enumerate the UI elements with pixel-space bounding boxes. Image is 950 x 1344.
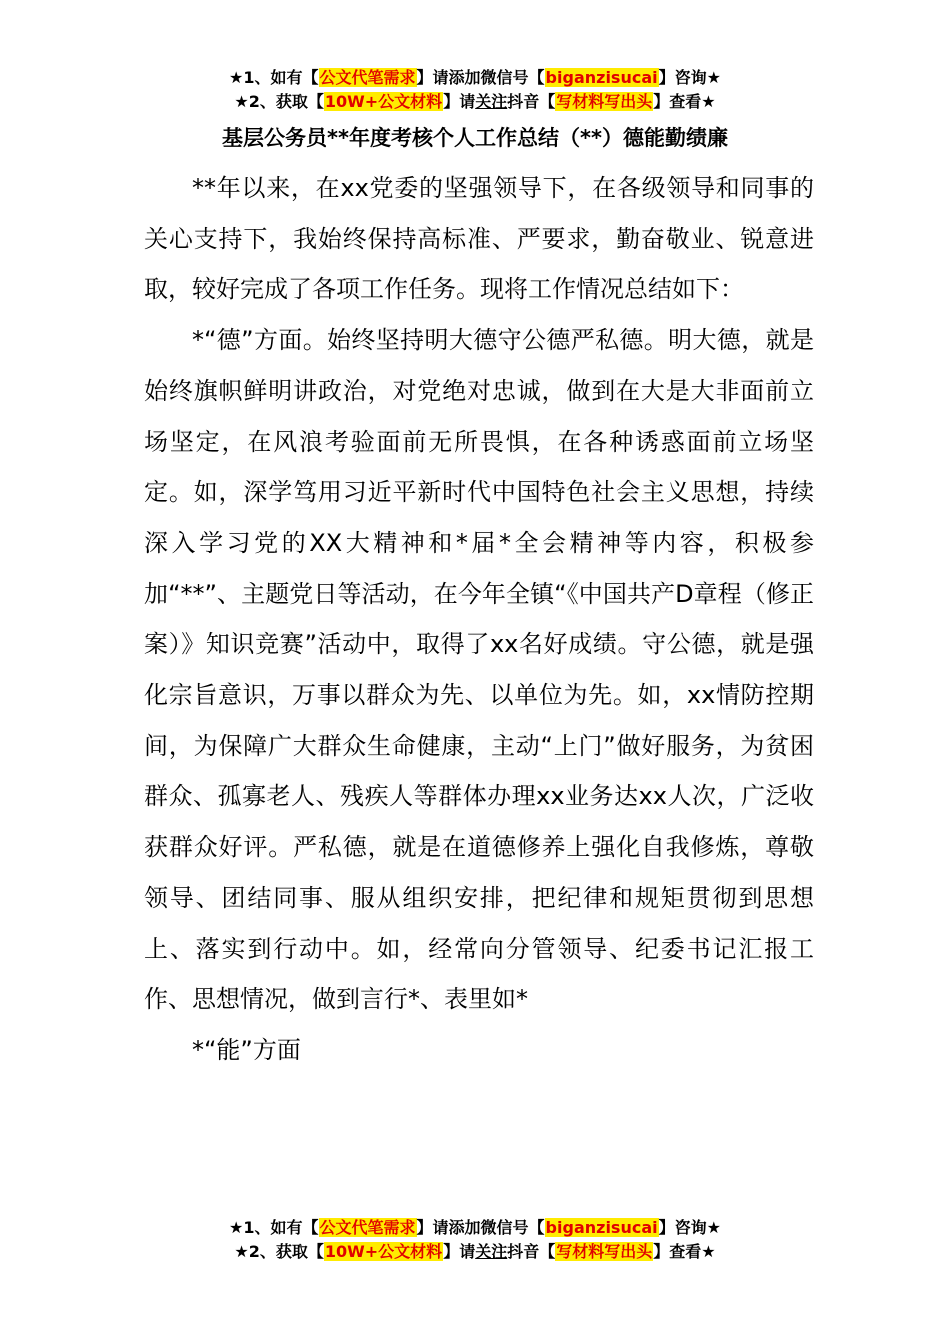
- document-body: [144, 163, 814, 1076]
- header-ad-banner: [0, 66, 950, 114]
- header-ad-line-1: ★1、如有【公文代笔需求】请添加微信号【biganzisucai】咨询★: [229, 68, 721, 87]
- header-highlight-materials: 10W+公文材料: [324, 92, 443, 111]
- paragraph-de-section: *“德”方面。始终坚持明大德守公德严私德。明大德，就是始终旗帜鲜明讲政治，对党绝对忠诚，做到在大是大非面前立场坚定，在风浪考验面前无所畏惧，在各种诱惑面前立场坚定。如，深学笃用习近平新时代中国特色社会主义思想，持续深入学习党的XX大精神和*届*全会精神等内容，积极参加“**”、主题党日等活动，在今年全镇“《中国共产D章程（修正案）》知识竞赛”活动中，取得了xx名好成绩。守公德，就是强化宗旨意识，万事以群众为先、以单位为先。如，xx情防控期间，为保障广大群众生命健康，主动“上门”做好服务，为贫困群众、孤寡老人、残疾人等群体办理xx业务达xx人次，广泛收获群众好评。严私德，就是在道德修养上强化自我修炼，尊敬领导、团结同事、服从组织安排，把纪律和规矩贯彻到思想上、落实到行动中。如，经常向分管领导、纪委书记汇报工作、思想情况，做到言行*、表里如*: [144, 326, 814, 1014]
- footer-ad-banner: [0, 1216, 950, 1264]
- footer-highlight-materials: 10W+公文材料: [324, 1242, 443, 1261]
- header-highlight-wechat-id: biganzisucai: [545, 68, 658, 87]
- footer-ad-line-1: ★1、如有【公文代笔需求】请添加微信号【biganzisucai】咨询★: [229, 1218, 721, 1237]
- footer-underlined-follow: 关注: [475, 1242, 508, 1261]
- paragraph-neng-heading: *“能”方面: [192, 1035, 301, 1064]
- footer-ad-line-2: ★2、获取【10W+公文材料】请关注抖音【写材料写出头】查看★: [234, 1242, 716, 1261]
- header-underlined-follow: 关注: [475, 92, 508, 111]
- footer-highlight-service: 公文代笔需求: [319, 1218, 416, 1237]
- header-highlight-service: 公文代笔需求: [319, 68, 416, 87]
- document-title: 基层公务员**年度考核个人工作总结（**）德能勤绩廉: [222, 126, 728, 150]
- header-highlight-account: 写材料写出头: [556, 92, 653, 111]
- footer-highlight-wechat-id: biganzisucai: [545, 1218, 658, 1237]
- footer-highlight-account: 写材料写出头: [556, 1242, 653, 1261]
- paragraph-intro: **年以来，在xx党委的坚强领导下，在各级领导和同事的关心支持下，我始终保持高标准、严要求，勤奋敬业、锐意进取，较好完成了各项工作任务。现将工作情况总结如下：: [144, 174, 814, 304]
- header-ad-line-2: ★2、获取【10W+公文材料】请关注抖音【写材料写出头】查看★: [234, 92, 716, 111]
